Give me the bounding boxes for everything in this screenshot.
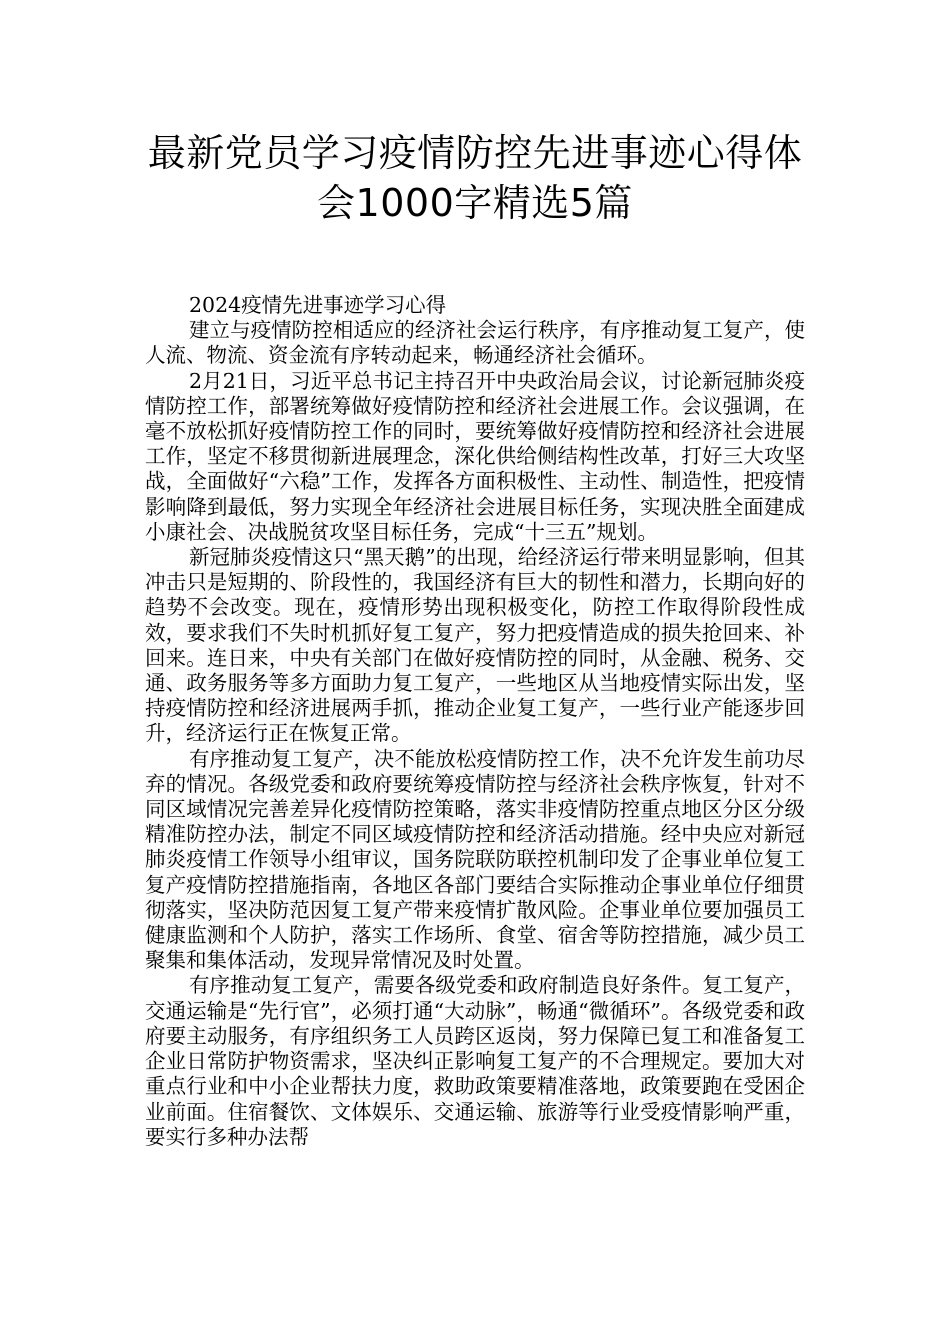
paragraph: 2月21日，习近平总书记主持召开中央政治局会议，讨论新冠肺炎疫情防控工作，部署统筹做好疫情防控和经济社会进展工作。会议强调，在毫不放松抓好疫情防控工作的同时，要统筹做好疫情防控和经济社会进展工作，坚定不移贯彻新进展理念，深化供给侧结构性改革，打好三大攻坚战，全面做好“六稳”工作，发挥各方面积极性、主动性、制造性，把疫情影响降到最低，努力实现全年经济社会进展目标任务，实现决胜全面建成小康社会、决战脱贫攻坚目标任务，完成“十三五”规划。 — [145, 368, 805, 544]
paragraph: 有序推动复工复产，决不能放松疫情防控工作，决不允许发生前功尽弃的情况。各级党委和政府要统筹疫情防控与经济社会秩序恢复，针对不同区域情况完善差异化疫情防控策略，落实非疫情防控重点地区分区分级精准防控办法，制定不同区域疫情防控和经济活动措施。经中央应对新冠肺炎疫情工作领导小组审议，国务院联防联控机制印发了企事业单位复工复产疫情防控措施指南，各地区各部门要结合实际推动企事业单位仔细贯彻落实，坚决防范因复工复产带来疫情扩散风险。企事业单位要加强员工健康监测和个人防护，落实工作场所、食堂、宿舍等防控措施，减少员工聚集和集体活动，发现异常情况及时处置。 — [145, 746, 805, 973]
title-line-2: 会1000字精选5篇 — [317, 181, 633, 225]
paragraph: 建立与疫情防控相适应的经济社会运行秩序，有序推动复工复产，使人流、物流、资金流有序转动起来，畅通经济社会循环。 — [145, 318, 805, 368]
document-body — [145, 293, 805, 1150]
section-subtitle: 2024疫情先进事迹学习心得 — [189, 293, 447, 317]
paragraph: 新冠肺炎疫情这只“黑天鹅”的出现，给经济运行带来明显影响，但其冲击只是短期的、阶段性的，我国经济有巨大的韧性和潜力，长期向好的趋势不会改变。现在，疫情形势出现积极变化，防控工作取得阶段性成效，要求我们不失时机抓好复工复产，努力把疫情造成的损失抢回来、补回来。连日来，中央有关部门在做好疫情防控的同时，从金融、税务、交通、政务服务等多方面助力复工复产，一些地区从当地疫情实际出发，坚持疫情防控和经济进展两手抓，推动企业复工复产，一些行业产能逐步回升，经济运行正在恢复正常。 — [145, 545, 805, 746]
title-line-1: 最新党员学习疫情防控先进事迹心得体 — [147, 131, 803, 175]
paragraph: 有序推动复工复产，需要各级党委和政府制造良好条件。复工复产，交通运输是“先行官”，必须打通“大动脉”，畅通“微循环”。各级党委和政府要主动服务，有序组织务工人员跨区返岗，努力保障已复工和准备复工企业日常防护物资需求，坚决纠正影响复工复产的不合理规定。要加大对重点行业和中小企业帮扶力度，救助政策要精准落地，政策要跑在受困企业前面。住宿餐饮、文体娱乐、交通运输、旅游等行业受疫情影响严重，要实行多种办法帮 — [145, 973, 805, 1149]
page-title — [120, 128, 830, 228]
